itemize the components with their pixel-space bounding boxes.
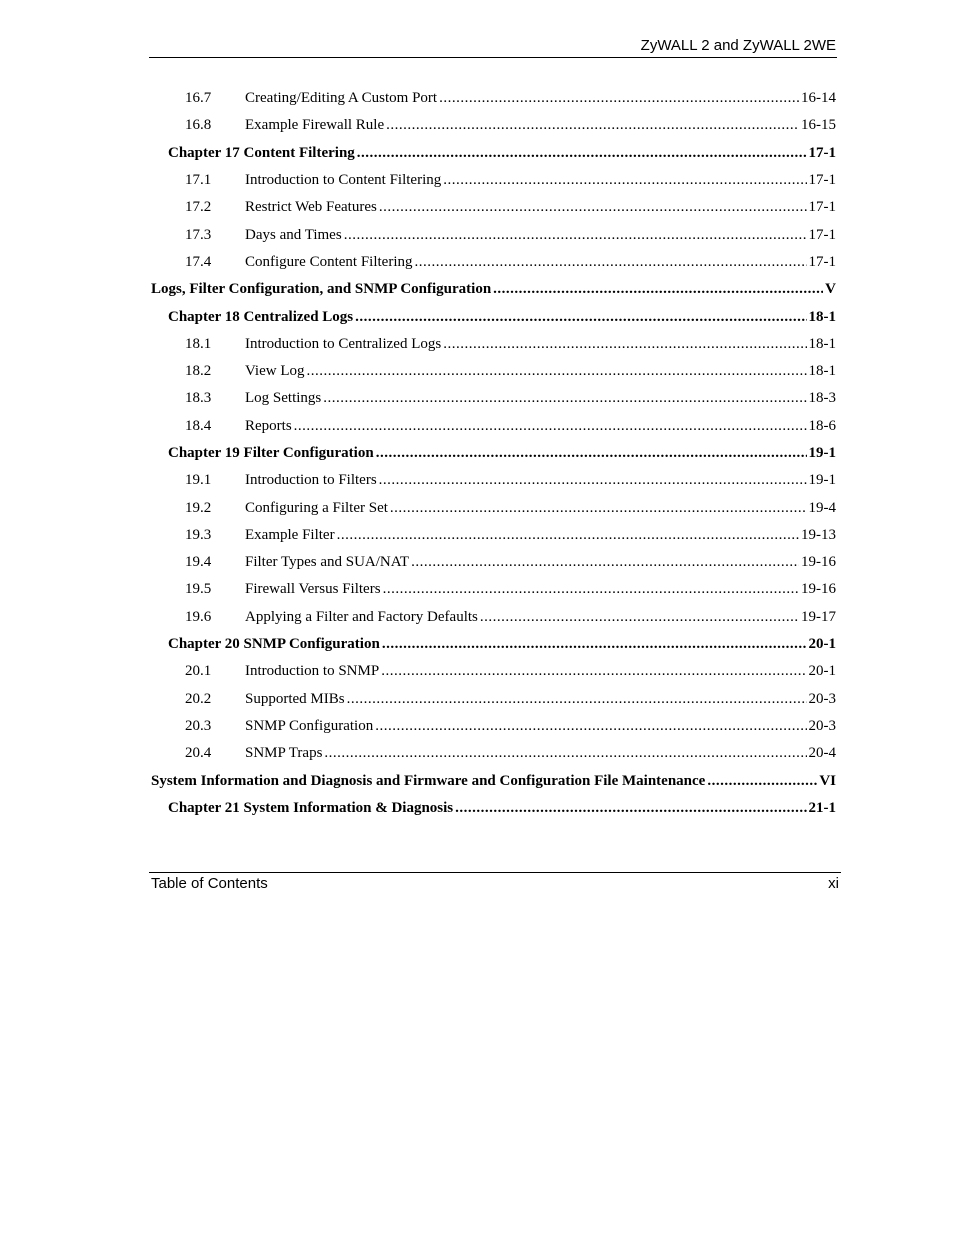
dot-leader	[443, 172, 806, 189]
toc-entry-title: Reports	[245, 417, 292, 434]
toc-entry-title: Chapter 21 System Information & Diagnosis	[168, 799, 454, 816]
toc-entry-section[interactable]	[150, 549, 836, 576]
toc-page-number: 20-1	[808, 663, 836, 680]
toc-entry-title: System Information and Diagnosis and Firmware and Configuration File Maintenance	[151, 772, 706, 789]
dot-leader	[324, 745, 806, 762]
toc-entry-section[interactable]	[150, 249, 836, 276]
dot-leader	[294, 418, 807, 435]
toc-entry-title: Applying a Filter and Factory Defaults	[245, 608, 478, 625]
dot-leader	[411, 554, 799, 571]
table-of-contents	[150, 85, 836, 822]
dot-leader	[379, 199, 807, 216]
running-header-title: ZyWALL 2 and ZyWALL 2WE	[640, 37, 836, 54]
dot-leader	[386, 117, 799, 134]
toc-page-number: 19-1	[808, 445, 836, 461]
dot-leader	[383, 581, 799, 598]
toc-page-number: 20-4	[808, 745, 836, 762]
toc-section-number: 19.5	[185, 581, 212, 598]
toc-entry-section[interactable]	[150, 522, 836, 549]
toc-entry-title: Days and Times	[245, 226, 342, 243]
toc-page-number: VI	[819, 772, 836, 789]
toc-page-number: V	[825, 281, 836, 298]
toc-entry-title: Configure Content Filtering	[245, 253, 413, 270]
dot-leader	[455, 800, 806, 817]
toc-section-number: 16.8	[185, 117, 212, 134]
toc-entry-title: Configuring a Filter Set	[245, 499, 388, 516]
dot-leader	[357, 145, 807, 162]
toc-entry-chapter[interactable]	[150, 631, 836, 658]
toc-section-number: 16.7	[185, 90, 212, 107]
toc-entry-title: Log Settings	[245, 390, 322, 407]
toc-section-number: 18.1	[185, 335, 212, 352]
toc-entry-section[interactable]	[150, 686, 836, 713]
toc-section-number: 18.4	[185, 417, 212, 434]
toc-entry-section[interactable]	[150, 167, 836, 194]
toc-section-number: 20.3	[185, 717, 212, 734]
toc-entry-title: Introduction to Centralized Logs	[245, 335, 442, 352]
toc-entry-title: Introduction to Filters	[245, 472, 377, 489]
toc-entry-section[interactable]	[150, 221, 836, 248]
toc-entry-title: Filter Types and SUA/NAT	[245, 554, 410, 571]
toc-entry-title: Creating/Editing A Custom Port	[245, 90, 438, 107]
toc-entry-chapter[interactable]	[150, 795, 836, 822]
toc-page-number: 18-6	[808, 417, 836, 434]
toc-entry-section[interactable]	[150, 713, 836, 740]
toc-entry-title: Chapter 19 Filter Configuration	[168, 445, 374, 461]
footer-page-number: xi	[828, 875, 839, 892]
toc-entry-section[interactable]	[150, 112, 836, 139]
toc-entry-title: Example Firewall Rule	[245, 117, 385, 134]
toc-entry-section[interactable]	[150, 194, 836, 221]
toc-entry-title: Supported MIBs	[245, 690, 345, 707]
dot-leader	[382, 636, 807, 653]
dot-leader	[323, 390, 806, 407]
toc-section-number: 17.4	[185, 253, 212, 270]
toc-entry-section[interactable]	[150, 740, 836, 767]
toc-entry-section[interactable]	[150, 331, 836, 358]
dot-leader	[414, 254, 806, 271]
dot-leader	[443, 336, 806, 353]
toc-page-number: 18-1	[808, 335, 836, 352]
toc-page-number: 16-15	[801, 117, 836, 134]
dot-leader	[375, 718, 806, 735]
toc-section-number: 20.2	[185, 690, 212, 707]
dot-leader	[379, 472, 807, 489]
toc-entry-section[interactable]	[150, 658, 836, 685]
toc-section-number: 20.4	[185, 745, 212, 762]
toc-page-number: 17-1	[808, 144, 836, 161]
toc-section-number: 19.1	[185, 472, 212, 489]
toc-page-number: 18-3	[808, 390, 836, 407]
dot-leader	[376, 445, 807, 462]
toc-entry-title: Chapter 17 Content Filtering	[168, 144, 355, 161]
toc-page-number: 16-14	[801, 90, 836, 107]
toc-entry-section[interactable]	[150, 413, 836, 440]
dot-leader	[307, 363, 807, 380]
toc-page-number: 20-3	[808, 717, 836, 734]
toc-entry-title: Logs, Filter Configuration, and SNMP Configuration	[151, 281, 492, 298]
toc-page-number: 18-1	[808, 363, 836, 380]
footer-section-title: Table of Contents	[151, 875, 268, 892]
toc-entry-section[interactable]	[150, 385, 836, 412]
toc-entry-title: Restrict Web Features	[245, 199, 377, 216]
toc-section-number: 17.2	[185, 199, 212, 216]
toc-entry-section[interactable]	[150, 467, 836, 494]
dot-leader	[439, 90, 799, 107]
toc-section-number: 18.3	[185, 390, 212, 407]
toc-page-number: 19-4	[808, 499, 836, 516]
dot-leader	[707, 773, 817, 790]
toc-entry-title: Firewall Versus Filters	[245, 581, 381, 598]
toc-entry-section[interactable]	[150, 358, 836, 385]
toc-entry-part[interactable]	[150, 276, 836, 303]
dot-leader	[347, 691, 807, 708]
toc-entry-title: SNMP Configuration	[245, 717, 374, 734]
toc-entry-chapter[interactable]	[150, 303, 836, 330]
toc-section-number: 20.1	[185, 663, 212, 680]
toc-section-number: 17.3	[185, 226, 212, 243]
toc-section-number: 19.3	[185, 526, 212, 543]
toc-page-number: 18-1	[808, 308, 836, 325]
toc-page-number: 19-17	[801, 608, 836, 625]
toc-page-number: 17-1	[808, 253, 836, 270]
toc-entry-title: View Log	[245, 363, 305, 380]
toc-page-number: 20-3	[808, 690, 836, 707]
toc-section-number: 18.2	[185, 363, 212, 380]
header-divider	[149, 57, 837, 58]
toc-section-number: 19.4	[185, 554, 212, 571]
toc-entry-section[interactable]	[150, 604, 836, 631]
toc-section-number: 17.1	[185, 172, 212, 189]
dot-leader	[480, 609, 799, 626]
toc-entry-section[interactable]	[150, 576, 836, 603]
toc-entry-title: Chapter 20 SNMP Configuration	[168, 636, 380, 653]
toc-page-number: 17-1	[808, 226, 836, 243]
toc-page-number: 20-1	[808, 636, 836, 653]
footer-divider	[149, 872, 841, 873]
toc-entry-section[interactable]	[150, 494, 836, 521]
toc-entry-title: Example Filter	[245, 526, 335, 543]
toc-page-number: 19-13	[801, 526, 836, 543]
toc-page-number: 21-1	[808, 799, 836, 816]
toc-entry-title: Introduction to SNMP	[245, 663, 380, 680]
toc-entry-chapter[interactable]	[150, 140, 836, 167]
toc-entry-title: Chapter 18 Centralized Logs	[168, 308, 354, 325]
toc-entry-title: SNMP Traps	[245, 745, 323, 762]
toc-entry-chapter[interactable]	[150, 440, 836, 467]
dot-leader	[390, 500, 807, 517]
toc-entry-title: Introduction to Content Filtering	[245, 172, 442, 189]
dot-leader	[381, 663, 806, 680]
dot-leader	[355, 309, 806, 326]
toc-entry-part[interactable]	[150, 767, 836, 794]
toc-section-number: 19.2	[185, 499, 212, 516]
dot-leader	[337, 527, 799, 544]
toc-section-number: 19.6	[185, 608, 212, 625]
toc-page-number: 17-1	[808, 172, 836, 189]
dot-leader	[344, 227, 807, 244]
toc-page-number: 19-16	[801, 554, 836, 571]
toc-page-number: 19-1	[808, 472, 836, 489]
toc-page-number: 19-16	[801, 581, 836, 598]
toc-page-number: 17-1	[808, 199, 836, 216]
dot-leader	[493, 281, 823, 298]
toc-entry-section[interactable]	[150, 85, 836, 112]
